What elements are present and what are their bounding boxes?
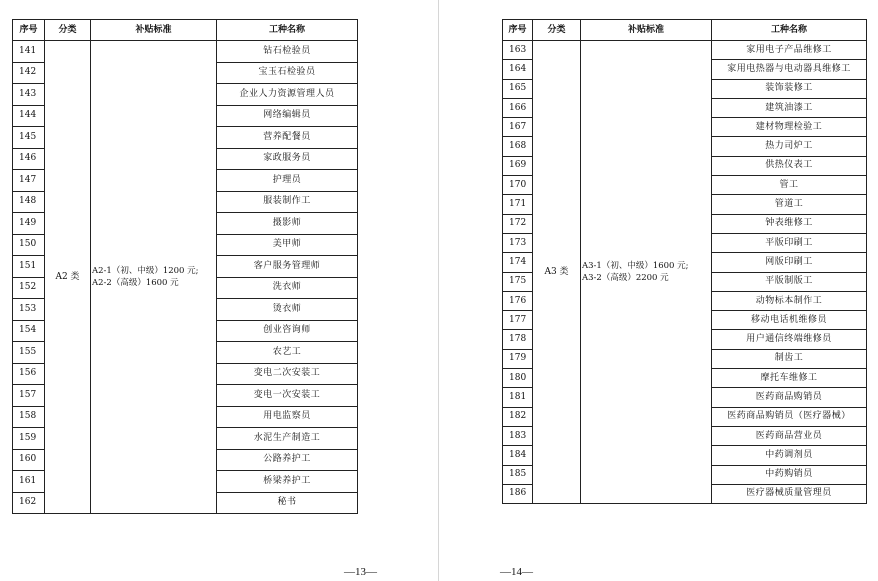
- row-serial: 181: [503, 388, 533, 407]
- row-serial: 183: [503, 426, 533, 445]
- header-subsidy: 补贴标准: [91, 20, 217, 41]
- job-name: 建材物理检验工: [712, 118, 867, 137]
- job-name: 供热仪表工: [712, 156, 867, 175]
- row-serial: 177: [503, 311, 533, 330]
- row-serial: 148: [13, 191, 45, 213]
- row-serial: 163: [503, 41, 533, 60]
- table-header-row: [503, 20, 867, 41]
- job-name: 用电监察员: [217, 406, 358, 428]
- row-serial: 160: [13, 449, 45, 471]
- job-name: 变电二次安装工: [217, 363, 358, 385]
- job-name: 家用电热器与电动器具维修工: [712, 60, 867, 79]
- job-name: 中药调剂员: [712, 446, 867, 465]
- job-name: 医药商品购销员（医疗器械）: [712, 407, 867, 426]
- row-serial: 178: [503, 330, 533, 349]
- row-serial: 169: [503, 156, 533, 175]
- job-name: 网络编辑员: [217, 105, 358, 127]
- page-13: [0, 0, 438, 581]
- job-name: 摩托车维修工: [712, 369, 867, 388]
- row-serial: 164: [503, 60, 533, 79]
- row-serial: 150: [13, 234, 45, 256]
- row-serial: 175: [503, 272, 533, 291]
- job-name: 热力司炉工: [712, 137, 867, 156]
- job-name: 制齿工: [712, 349, 867, 368]
- job-name: 家用电子产品维修工: [712, 41, 867, 60]
- row-serial: 179: [503, 349, 533, 368]
- job-name: 家政服务员: [217, 148, 358, 170]
- row-serial: 143: [13, 84, 45, 106]
- header-subsidy: 补贴标准: [581, 20, 712, 41]
- row-serial: 158: [13, 406, 45, 428]
- job-name: 秘书: [217, 492, 358, 514]
- row-serial: 153: [13, 299, 45, 321]
- row-serial: 173: [503, 233, 533, 252]
- subsidy-standard-cell: [91, 41, 217, 514]
- row-serial: 155: [13, 342, 45, 364]
- table-header-row: [13, 20, 358, 41]
- row-serial: 144: [13, 105, 45, 127]
- subsidy-table-a2: [12, 19, 358, 514]
- subsidy-line: A3-2（高级）2200 元: [582, 273, 669, 284]
- row-serial: 171: [503, 195, 533, 214]
- subsidy-line: A2-2（高级）1600 元: [92, 278, 179, 288]
- row-serial: 174: [503, 253, 533, 272]
- header-job-name: 工种名称: [217, 20, 358, 41]
- category-cell: A3 类: [533, 41, 581, 504]
- job-name: 创业咨询师: [217, 320, 358, 342]
- job-name: 动物标本制作工: [712, 291, 867, 310]
- page-14: [439, 0, 878, 581]
- page-number: —13—: [344, 566, 377, 578]
- job-name: 水泥生产制造工: [217, 428, 358, 450]
- row-serial: 159: [13, 428, 45, 450]
- job-name: 管道工: [712, 195, 867, 214]
- row-serial: 147: [13, 170, 45, 192]
- row-serial: 157: [13, 385, 45, 407]
- job-name: 移动电话机维修员: [712, 311, 867, 330]
- header-category: 分类: [45, 20, 91, 41]
- job-name: 客户服务管理师: [217, 256, 358, 278]
- job-name: 宝玉石检验员: [217, 62, 358, 84]
- row-serial: 154: [13, 320, 45, 342]
- row-serial: 149: [13, 213, 45, 235]
- row-serial: 182: [503, 407, 533, 426]
- job-name: 钟表维修工: [712, 214, 867, 233]
- table-row: [13, 41, 358, 63]
- job-name: 变电一次安装工: [217, 385, 358, 407]
- header-category: 分类: [533, 20, 581, 41]
- row-serial: 152: [13, 277, 45, 299]
- row-serial: 186: [503, 484, 533, 503]
- row-serial: 167: [503, 118, 533, 137]
- category-cell: A2 类: [45, 41, 91, 514]
- job-name: 烫衣师: [217, 299, 358, 321]
- job-name: 中药购销员: [712, 465, 867, 484]
- job-name: 护理员: [217, 170, 358, 192]
- job-name: 装饰装修工: [712, 79, 867, 98]
- row-serial: 184: [503, 446, 533, 465]
- job-name: 平版制版工: [712, 272, 867, 291]
- job-name: 农艺工: [217, 342, 358, 364]
- row-serial: 151: [13, 256, 45, 278]
- job-name: 建筑油漆工: [712, 98, 867, 117]
- row-serial: 146: [13, 148, 45, 170]
- header-job-name: 工种名称: [712, 20, 867, 41]
- job-name: 摄影师: [217, 213, 358, 235]
- row-serial: 180: [503, 369, 533, 388]
- job-name: 用户通信终端维修员: [712, 330, 867, 349]
- job-name: 医疗器械质量管理员: [712, 484, 867, 503]
- row-serial: 185: [503, 465, 533, 484]
- subsidy-line: A3-1（初、中级）1600 元;: [582, 261, 689, 272]
- job-name: 医药商品购销员: [712, 388, 867, 407]
- row-serial: 165: [503, 79, 533, 98]
- job-name: 洗衣师: [217, 277, 358, 299]
- row-serial: 176: [503, 291, 533, 310]
- page-number: —14—: [500, 566, 533, 578]
- job-name: 医药商品营业员: [712, 426, 867, 445]
- header-serial: 序号: [503, 20, 533, 41]
- row-serial: 141: [13, 41, 45, 63]
- job-name: 营养配餐员: [217, 127, 358, 149]
- row-serial: 170: [503, 176, 533, 195]
- job-name: 美甲师: [217, 234, 358, 256]
- job-name: 平版印刷工: [712, 233, 867, 252]
- subsidy-table-a3: [502, 19, 867, 504]
- job-name: 钻石检验员: [217, 41, 358, 63]
- row-serial: 156: [13, 363, 45, 385]
- subsidy-line: A2-1（初、中级）1200 元;: [92, 266, 199, 276]
- job-name: 企业人力资源管理人员: [217, 84, 358, 106]
- row-serial: 168: [503, 137, 533, 156]
- row-serial: 172: [503, 214, 533, 233]
- row-serial: 166: [503, 98, 533, 117]
- job-name: 管工: [712, 176, 867, 195]
- job-name: 服装制作工: [217, 191, 358, 213]
- job-name: 公路养护工: [217, 449, 358, 471]
- row-serial: 145: [13, 127, 45, 149]
- row-serial: 142: [13, 62, 45, 84]
- header-serial: 序号: [13, 20, 45, 41]
- row-serial: 162: [13, 492, 45, 514]
- job-name: 桥梁养护工: [217, 471, 358, 493]
- job-name: 网版印刷工: [712, 253, 867, 272]
- subsidy-standard-cell: [581, 41, 712, 504]
- row-serial: 161: [13, 471, 45, 493]
- table-row: [503, 41, 867, 60]
